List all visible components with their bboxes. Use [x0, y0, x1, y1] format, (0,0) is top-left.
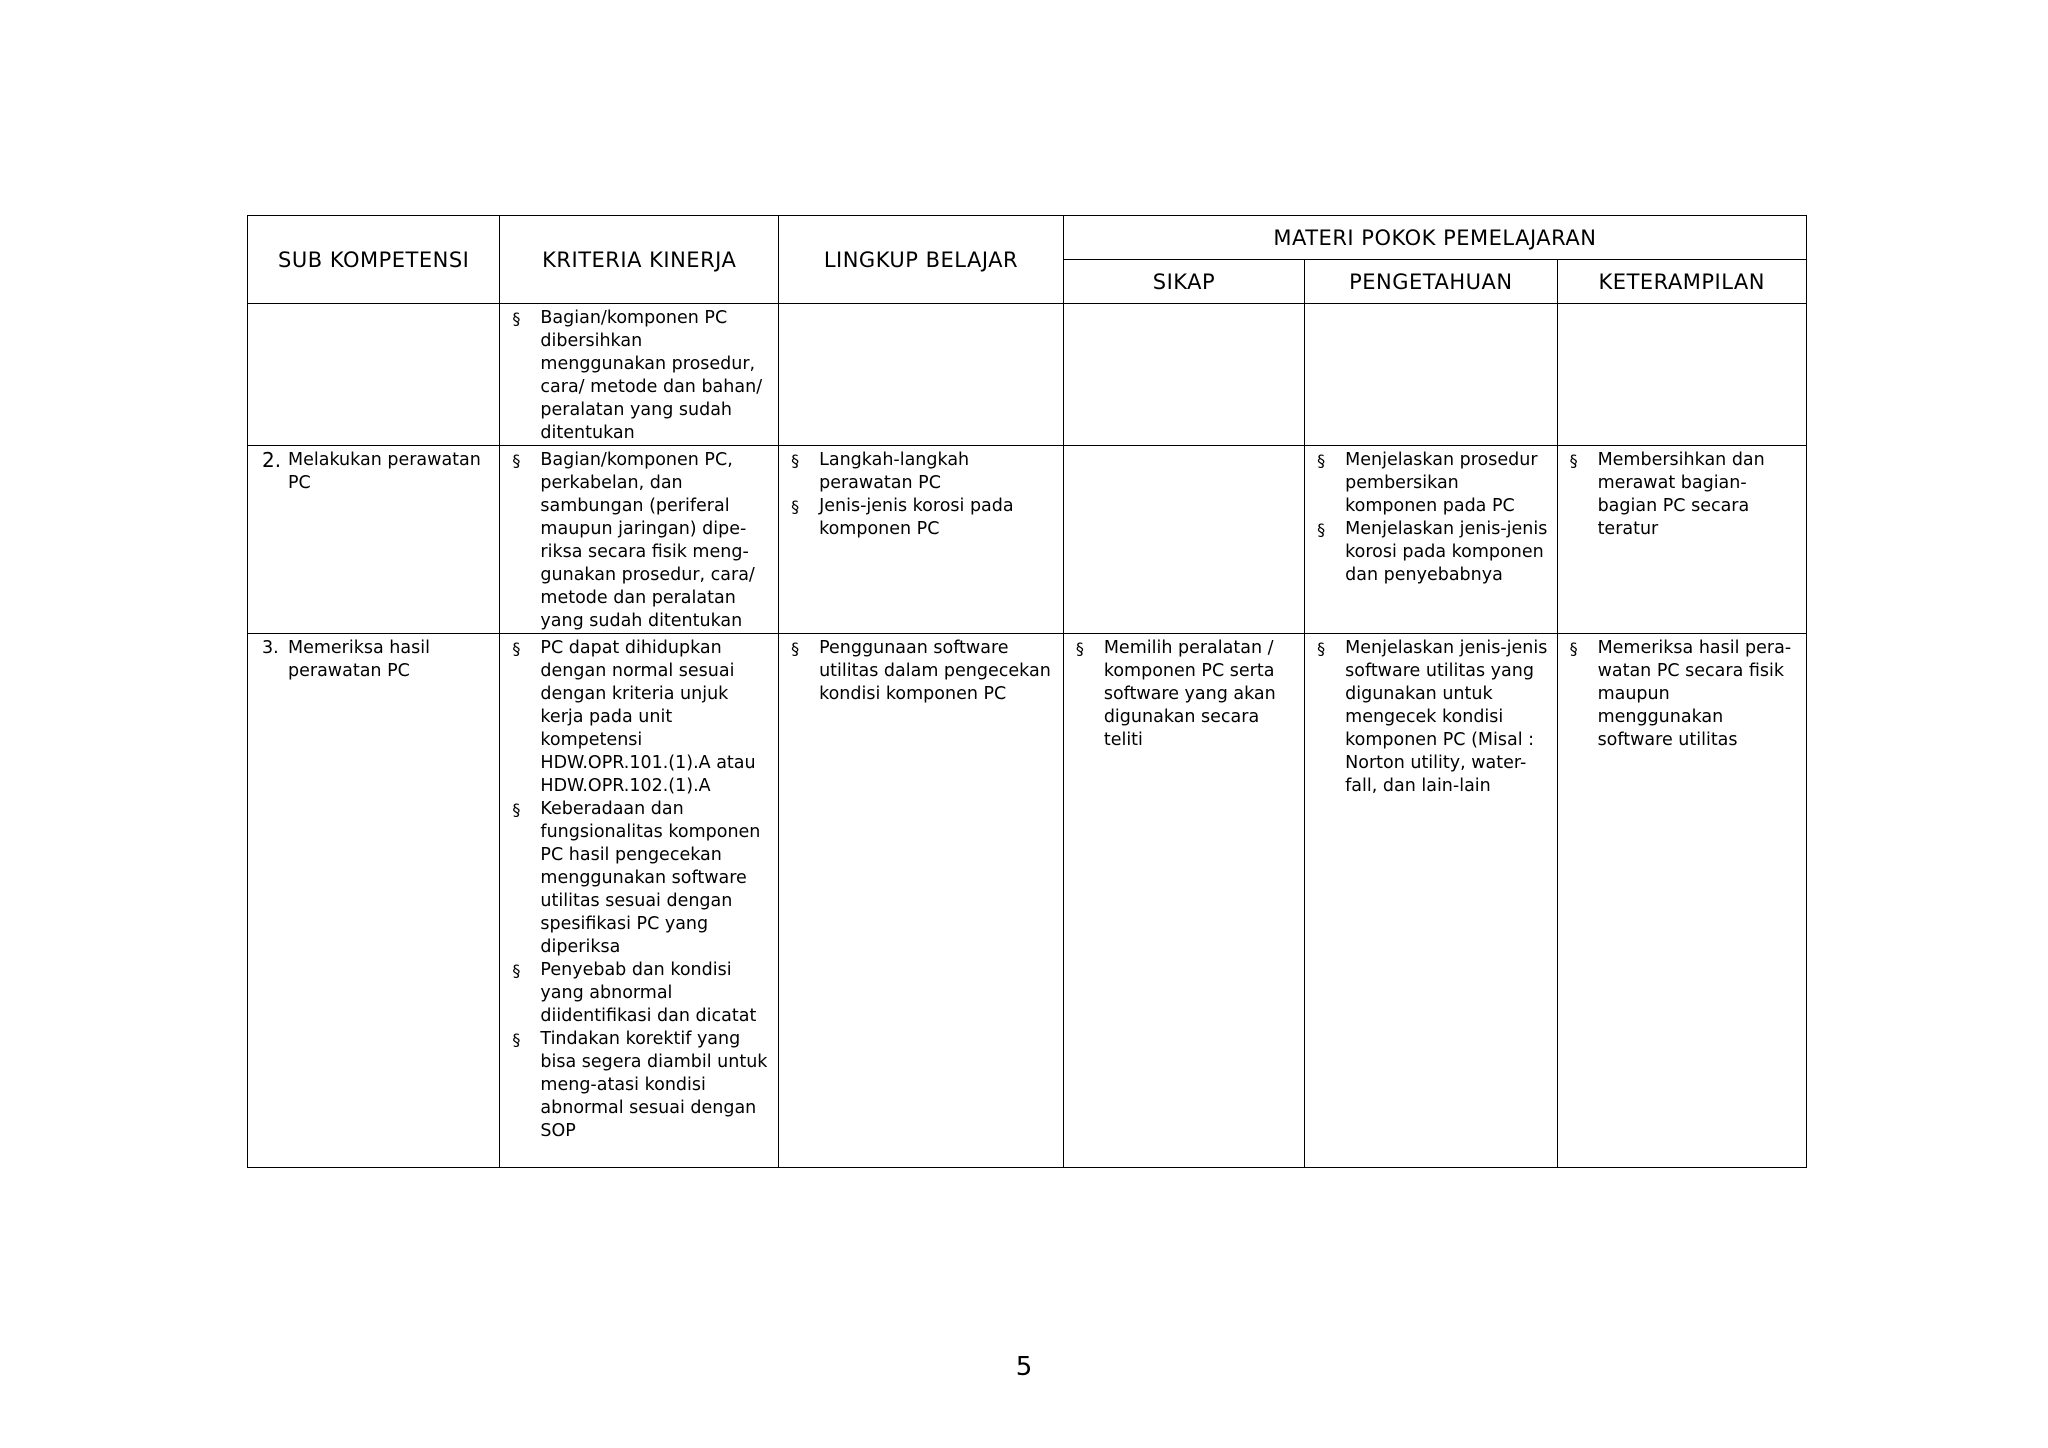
list-item: § Keberadaan dan fungsionalitas komponen PC hasil pengecekan menggunakan software utilitas sesuai dengan spesifikasi PC yang diperiksa — [512, 799, 761, 957]
bullet-icon: § — [1569, 639, 1578, 658]
sub-kompetensi-text: Melakukan perawatan PC — [288, 450, 481, 493]
table-row — [248, 634, 1807, 1168]
cell-kriteria — [500, 634, 779, 1168]
bullet-icon: § — [512, 451, 521, 470]
cell-lingkup — [779, 634, 1064, 1168]
item-number: 2. — [262, 448, 282, 472]
cell-sikap — [1063, 634, 1304, 1168]
list-item: § Langkah-langkah perawatan PC — [791, 450, 970, 493]
item-number: 3. — [262, 638, 279, 658]
sub-kompetensi-text: Memeriksa hasil perawatan PC — [288, 638, 430, 681]
cell-sub-kompetensi — [248, 304, 500, 446]
bullet-icon: § — [791, 497, 800, 516]
list-item: § Penyebab dan kondisi yang abnormal diidentifikasi dan dicatat — [512, 960, 757, 1026]
list-item: § Penggunaan software utilitas dalam pengecekan kondisi komponen PC — [791, 638, 1051, 704]
cell-pengetahuan — [1305, 634, 1557, 1168]
cell-kriteria — [500, 304, 779, 446]
cell-sikap — [1063, 446, 1304, 634]
list-item: § Tindakan korektif yang bisa segera diambil untuk meng-atasi kondisi abnormal sesuai dengan SOP — [512, 1029, 768, 1141]
bullet-icon: § — [512, 309, 521, 328]
list-item: § Bagian/komponen PC, perkabelan, dan sambungan (periferal maupun jaringan) dipe-riksa secara fisik meng-gunakan prosedur, cara/ metode dan peralatan yang sudah ditentukan — [512, 450, 755, 631]
bullet-icon: § — [512, 1030, 521, 1049]
competency-table — [247, 215, 1807, 1168]
page-number: 5 — [1015, 1352, 1033, 1382]
bullet-icon: § — [1317, 639, 1326, 658]
cell-sikap — [1063, 304, 1304, 446]
bullet-icon: § — [512, 800, 521, 819]
cell-kriteria — [500, 446, 779, 634]
cell-keterampilan — [1557, 304, 1806, 446]
header-lingkup-belajar: LINGKUP BELAJAR — [779, 216, 1064, 304]
sub-kompetensi-item — [260, 449, 491, 495]
keterampilan-list — [1570, 449, 1798, 541]
cell-lingkup — [779, 446, 1064, 634]
cell-pengetahuan — [1305, 446, 1557, 634]
header-sikap: SIKAP — [1063, 260, 1304, 304]
list-item: § Bagian/komponen PC dibersihkan menggunakan prosedur, cara/ metode dan bahan/ peralatan yang sudah ditentukan — [512, 308, 763, 443]
sub-kompetensi-item — [260, 637, 491, 683]
pengetahuan-list — [1317, 637, 1548, 798]
header-keterampilan: KETERAMPILAN — [1557, 260, 1806, 304]
keterampilan-list — [1570, 637, 1798, 752]
table-row — [248, 304, 1807, 446]
list-item: § PC dapat dihidupkan dengan normal sesuai dengan kriteria unjuk kerja pada unit kompetensi HDW.OPR.101.(1).A atau HDW.OPR.102.(1).A — [512, 638, 756, 796]
lingkup-list — [791, 637, 1055, 706]
list-item: § Memilih peralatan / komponen PC serta software yang akan digunakan secara teliti — [1075, 638, 1276, 750]
header-sub-kompetensi: SUB KOMPETENSI — [248, 216, 500, 304]
header-materi-pokok: MATERI POKOK PEMELAJARAN — [1063, 216, 1806, 260]
pengetahuan-list — [1317, 449, 1548, 587]
list-item: § Jenis-jenis korosi pada komponen PC — [791, 496, 1014, 539]
list-item: § Membersihkan dan merawat bagian-bagian PC secara teratur — [1569, 450, 1765, 539]
cell-keterampilan — [1557, 446, 1806, 634]
cell-sub-kompetensi — [248, 634, 500, 1168]
sikap-list — [1076, 637, 1296, 752]
bullet-icon: § — [1317, 451, 1326, 470]
bullet-icon: § — [791, 639, 800, 658]
kriteria-list — [512, 449, 770, 633]
bullet-icon: § — [791, 451, 800, 470]
header-kriteria-kinerja: KRITERIA KINERJA — [500, 216, 779, 304]
kriteria-list — [512, 637, 770, 1143]
list-item: § Menjelaskan jenis-jenis korosi pada komponen dan penyebabnya — [1317, 519, 1548, 585]
header-row-main — [248, 216, 1807, 260]
kriteria-list — [512, 307, 770, 445]
bullet-icon: § — [512, 639, 521, 658]
list-item: § Menjelaskan prosedur pembersikan komponen pada PC — [1317, 450, 1538, 516]
bullet-icon: § — [512, 961, 521, 980]
header-pengetahuan: PENGETAHUAN — [1305, 260, 1557, 304]
cell-keterampilan — [1557, 634, 1806, 1168]
cell-lingkup — [779, 304, 1064, 446]
lingkup-list — [791, 449, 1055, 541]
bullet-icon: § — [1569, 451, 1578, 470]
bullet-icon: § — [1317, 520, 1326, 539]
cell-pengetahuan — [1305, 304, 1557, 446]
cell-sub-kompetensi — [248, 446, 500, 634]
list-item: § Memeriksa hasil pera-watan PC secara fisik maupun menggunakan software utilitas — [1569, 638, 1792, 750]
table-row — [248, 446, 1807, 634]
bullet-icon: § — [1075, 639, 1084, 658]
list-item: § Menjelaskan jenis-jenis software utilitas yang digunakan untuk mengecek kondisi komponen PC (Misal : Norton utility, water-fall, dan lain-lain — [1317, 638, 1548, 796]
